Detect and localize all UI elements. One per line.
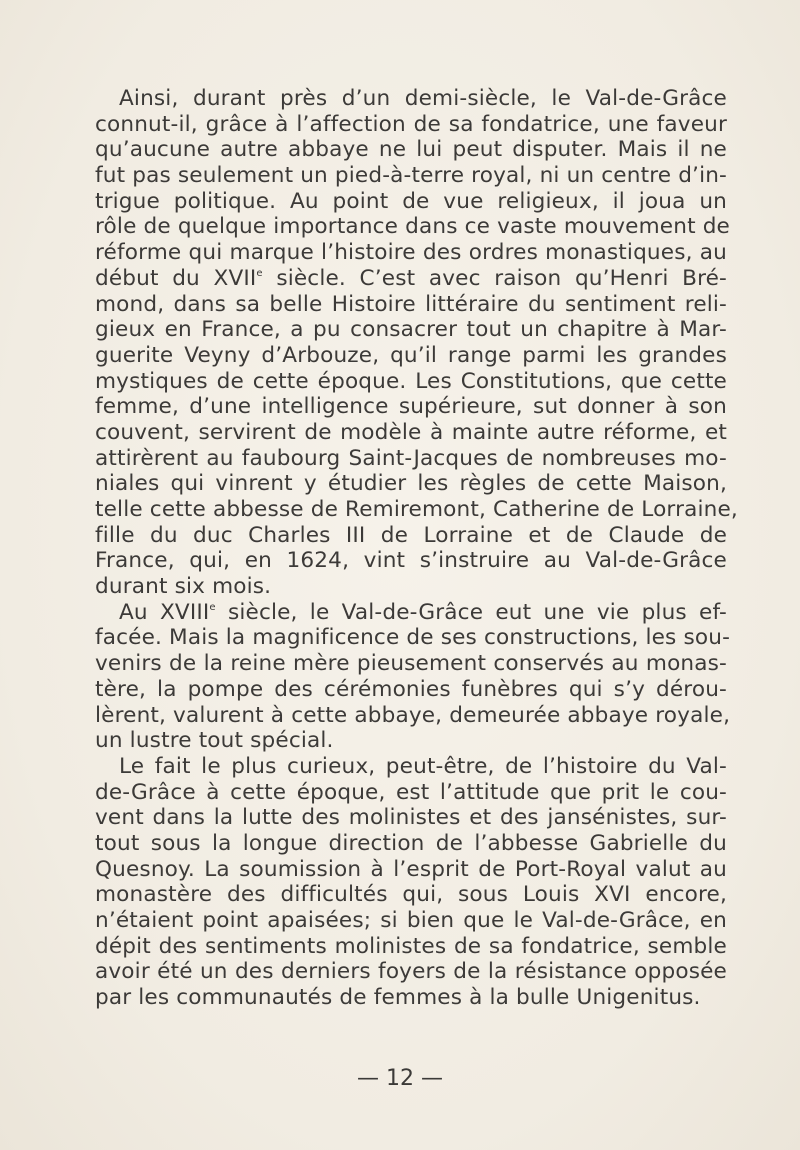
text-line: n’étaient point apaisées; si bien que le Val-de-Grâce, en: [95, 908, 727, 933]
text-line: [95, 600, 727, 626]
paragraph: [95, 754, 727, 1011]
text-line: connut-il, grâce à l’affection de sa fondatrice, une faveur: [95, 111, 727, 137]
text-line: monastère des difficultés qui, sous Louis XVI encore,: [95, 882, 727, 908]
text-line: lèrent, valurent à cette abbaye, demeurée abbaye royale,: [95, 702, 731, 728]
text-line: France, qui, en 1624, vint s’instruire au Val-de-Grâce: [95, 548, 727, 574]
text-line: Quesnoy. La soumission à l’esprit de Port-Royal valut au: [95, 856, 727, 882]
text-line: avoir été un des derniers foyers de la résistance opposée: [95, 959, 727, 985]
text-line: de-Grâce à cette époque, est l’attitude que prit le cou-: [95, 779, 727, 805]
text-line: mystiques de cette époque. Les Constitutions, que cette: [95, 368, 727, 394]
superscript: e: [256, 267, 263, 279]
text-line: dépit des sentiments molinistes de sa fondatrice, semble: [95, 933, 727, 959]
body-text: [95, 86, 738, 1011]
text-fragment: Au XVIII: [119, 599, 210, 625]
text-line: facée. Mais la magnificence de ses constructions, les sou-: [95, 625, 731, 651]
text-line: durant six mois.: [95, 574, 272, 600]
text-line: attirèrent au faubourg Saint-Jacques de nombreuses mo-: [95, 445, 727, 471]
text-line: rôle de quelque importance dans ce vaste mouvement de: [95, 214, 730, 240]
page-number: — 12 —: [357, 1066, 443, 1091]
text-line: venirs de la reine mère pieusement conservés au monas-: [95, 651, 727, 677]
text-line: Le fait le plus curieux, peut-être, de l’histoire du Val-: [119, 753, 727, 779]
text-line: telle cette abbesse de Remiremont, Catherine de Lorraine,: [95, 497, 738, 522]
text-line: Ainsi, durant près d’un demi-siècle, le Val-de-Grâce: [119, 86, 727, 111]
text-line: guerite Veyny d’Arbouze, qu’il range parmi les grandes: [95, 342, 727, 368]
text-line: niales qui vinrent y étudier les règles de cette Maison,: [95, 471, 727, 497]
paragraph: [95, 599, 731, 754]
text-line: mond, dans sa belle Histoire littéraire du sentiment reli-: [95, 291, 727, 317]
text-line: fut pas seulement un pied-à-terre royal, ni un centre d’in-: [95, 163, 727, 189]
text-line: trigue politique. Au point de vue religieux, il joua un: [95, 188, 727, 214]
text-line: réforme qui marque l’histoire des ordres monastiques, au: [95, 240, 727, 266]
text-line: tère, la pompe des cérémonies funèbres qui s’y dérou-: [95, 676, 727, 702]
text-line: vent dans la lutte des molinistes et des jansénistes, sur-: [95, 805, 727, 831]
superscript: e: [209, 601, 216, 613]
text-line: femme, d’une intelligence supérieure, sut donner à son: [95, 394, 727, 420]
text-line: [95, 266, 727, 292]
text-line: un lustre tout spécial.: [95, 728, 334, 754]
text-line: gieux en France, a pu consacrer tout un chapitre à Mar-: [95, 317, 727, 343]
text-fragment: siècle. C’est avec raison qu’Henri Bré-: [262, 265, 727, 291]
text-line: tout sous la longue direction de l’abbesse Gabrielle du: [95, 830, 727, 856]
text-line: qu’aucune autre abbaye ne lui peut disputer. Mais il ne: [95, 137, 727, 163]
text-fragment: début du XVII: [95, 265, 257, 291]
text-line: par les communautés de femmes à la bulle Unigenitus.: [95, 985, 701, 1011]
text-fragment: siècle, le Val-de-Grâce eut une vie plus ef-: [215, 599, 727, 625]
text-line: fille du duc Charles III de Lorraine et de Claude de: [95, 522, 727, 548]
paragraph: [95, 86, 738, 600]
text-line: couvent, servirent de modèle à mainte autre réforme, et: [95, 419, 727, 445]
